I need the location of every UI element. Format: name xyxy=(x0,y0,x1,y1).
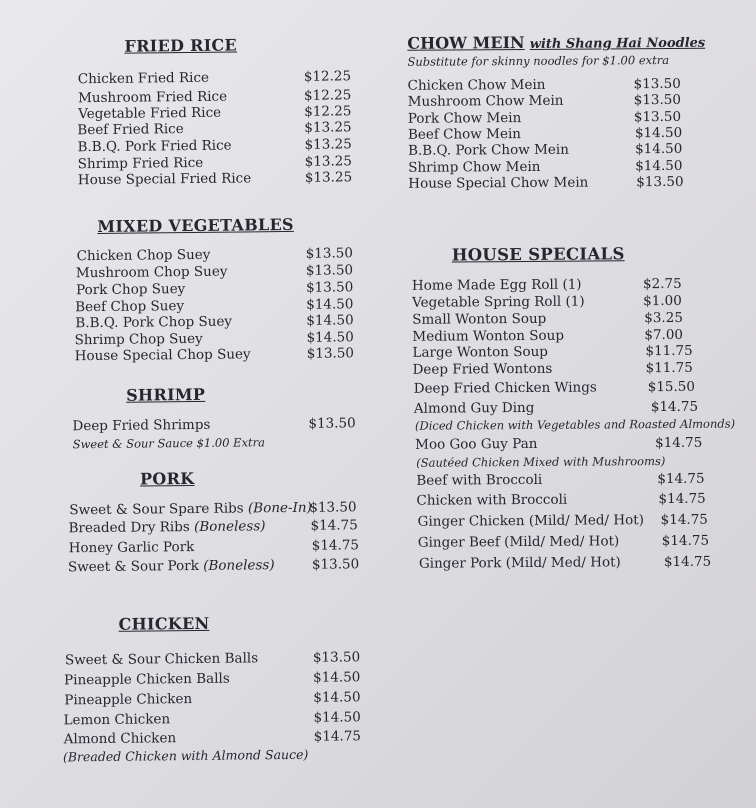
item-name: Almond Chicken xyxy=(63,730,177,748)
item-suffix: (Boneless) xyxy=(203,557,275,574)
item-price: $14.50 xyxy=(634,124,683,142)
item-price: $14.75 xyxy=(661,532,710,550)
item-price: $13.50 xyxy=(636,173,684,191)
item-name: Vegetable Spring Roll (1) xyxy=(412,293,585,311)
item-description: (Sautéed Chicken Mixed with Mushrooms) xyxy=(416,454,666,470)
item-price: $13.50 xyxy=(305,262,354,279)
item-price: $3.25 xyxy=(644,309,683,327)
item-price: $13.50 xyxy=(308,415,356,432)
item-name: Mushroom Chow Mein xyxy=(407,92,564,110)
item-name: Lemon Chicken xyxy=(63,711,171,729)
item-name: B.B.Q. Pork Chow Mein xyxy=(407,141,569,159)
item-name: Shrimp Chop Suey xyxy=(74,330,203,349)
item-price: $14.75 xyxy=(655,434,703,452)
item-name: Sweet & Sour Spare Ribs xyxy=(69,500,244,519)
item-name: Ginger Pork (Mild/ Med/ Hot) xyxy=(418,554,621,572)
item-name: House Special Chow Mein xyxy=(408,174,589,192)
item-name: Medium Wonton Soup xyxy=(412,327,564,345)
item-name: Mushroom Fried Rice xyxy=(77,88,228,107)
item-name: Deep Fried Chicken Wings xyxy=(413,379,597,397)
shrimp-sauce-note: Sweet & Sour Sauce $1.00 Extra xyxy=(72,435,266,452)
item-price: $11.75 xyxy=(645,359,693,377)
item-price: $14.50 xyxy=(306,296,354,313)
item-price: $7.00 xyxy=(644,326,684,344)
section-title-chow-mein: CHOW MEIN xyxy=(407,32,525,53)
item-name: House Special Chop Suey xyxy=(74,346,251,365)
item-price: $14.75 xyxy=(310,517,358,534)
chow-mein-heading xyxy=(407,32,705,53)
item-name: Moo Goo Guy Pan xyxy=(415,435,538,453)
item-name: Pork Chop Suey xyxy=(75,281,186,299)
item-description: (Diced Chicken with Vegetables and Roasted Almonds) xyxy=(414,416,736,433)
item-price: $13.50 xyxy=(312,649,361,666)
item-name: Beef Chow Mein xyxy=(407,126,522,143)
item-price: $13.50 xyxy=(633,91,682,109)
item-name: Chicken with Broccoli xyxy=(416,491,568,509)
item-price: $14.50 xyxy=(306,329,354,346)
item-name: House Special Fried Rice xyxy=(77,170,252,189)
item-price: $14.75 xyxy=(660,511,708,529)
section-title-fried-rice: FRIED RICE xyxy=(124,35,238,56)
item-price: $11.75 xyxy=(645,342,693,360)
item-price: $14.75 xyxy=(650,398,699,416)
item-price: $13.50 xyxy=(633,108,682,126)
item-price: $13.25 xyxy=(304,169,353,186)
item-price: $13.50 xyxy=(309,499,357,516)
item-name: Deep Fried Wontons xyxy=(412,360,553,378)
item-name: Mushroom Chop Suey xyxy=(75,263,228,282)
item-name: Sweet & Sour Pork xyxy=(67,557,199,576)
item-name: Ginger Beef (Mild/ Med/ Hot) xyxy=(417,533,620,551)
item-name: Breaded Dry Ribs xyxy=(68,519,190,537)
item-name: Beef Chop Suey xyxy=(75,298,185,316)
item-name: Chicken Chow Mein xyxy=(407,76,546,94)
item-price: $14.50 xyxy=(313,689,361,706)
item-price: $14.50 xyxy=(635,157,683,175)
item-price: $14.50 xyxy=(313,709,361,726)
item-price: $13.50 xyxy=(305,245,354,262)
item-price: $13.25 xyxy=(304,136,352,153)
item-name: B.B.Q. Pork Fried Rice xyxy=(77,137,232,156)
item-name: Beef Fried Rice xyxy=(77,121,184,139)
item-price: $13.25 xyxy=(304,153,353,170)
item-name: Ginger Chicken (Mild/ Med/ Hot) xyxy=(417,512,645,530)
item-name: Pork Chow Mein xyxy=(407,110,522,127)
item-price: $14.75 xyxy=(658,490,706,508)
item-price: $13.50 xyxy=(311,556,360,573)
item-name: Home Made Egg Roll (1) xyxy=(411,276,582,294)
section-title-house-specials: HOUSE SPECIALS xyxy=(451,244,625,265)
item-name: Almond Guy Ding xyxy=(413,399,535,417)
section-title-shrimp: SHRIMP xyxy=(126,384,206,405)
chow-mein-note: Substitute for skinny noodles for $1.00 extra xyxy=(407,52,670,69)
item-name: Small Wonton Soup xyxy=(412,310,547,328)
item-name: Shrimp Chow Mein xyxy=(408,158,541,176)
section-title-chicken: CHICKEN xyxy=(118,613,210,634)
item-price: $14.75 xyxy=(657,470,705,488)
item-name: Pineapple Chicken xyxy=(64,691,193,709)
item-name: Shrimp Fried Rice xyxy=(77,154,204,173)
item-price: $14.75 xyxy=(313,728,362,745)
item-name: Chicken Chop Suey xyxy=(76,246,211,265)
item-name: Honey Garlic Pork xyxy=(68,538,195,557)
chow-mein-subtitle: with Shang Hai Noodles xyxy=(529,35,706,52)
item-price: $14.75 xyxy=(311,537,360,554)
menu-right-column xyxy=(380,0,756,808)
item-price: $14.50 xyxy=(634,140,683,158)
item-suffix: (Bone-In) xyxy=(247,499,312,517)
item-price: $14.50 xyxy=(313,669,361,686)
item-name: B.B.Q. Pork Chop Suey xyxy=(75,313,233,332)
item-name: Vegetable Fried Rice xyxy=(78,104,222,123)
item-name: Sweet & Sour Chicken Balls xyxy=(64,650,259,669)
section-title-pork: PORK xyxy=(139,468,195,489)
item-price: $13.50 xyxy=(305,279,354,296)
item-price: $12.25 xyxy=(304,103,352,120)
item-name: Pineapple Chicken Balls xyxy=(64,670,230,689)
item-price: $14.50 xyxy=(306,312,354,329)
item-price: $15.50 xyxy=(647,378,696,396)
item-price: $2.75 xyxy=(642,275,682,293)
item-name: Large Wonton Soup xyxy=(412,343,548,361)
item-name: Chicken Fried Rice xyxy=(77,69,210,88)
item-price: $13.25 xyxy=(304,119,352,136)
item-name: Beef with Broccoli xyxy=(416,471,543,489)
item-price: $12.25 xyxy=(303,68,352,85)
item-price: $13.50 xyxy=(633,75,681,93)
item-suffix: (Boneless) xyxy=(193,518,266,535)
item-price: $14.75 xyxy=(663,553,712,571)
almond-chicken-note: (Breaded Chicken with Almond Sauce) xyxy=(62,746,309,765)
section-title-mixed-vegetables: MIXED VEGETABLES xyxy=(97,214,294,236)
item-price: $12.25 xyxy=(303,87,352,104)
item-name: Deep Fried Shrimps xyxy=(72,416,211,435)
item-price: $1.00 xyxy=(643,292,682,310)
item-price: $13.50 xyxy=(306,345,355,362)
